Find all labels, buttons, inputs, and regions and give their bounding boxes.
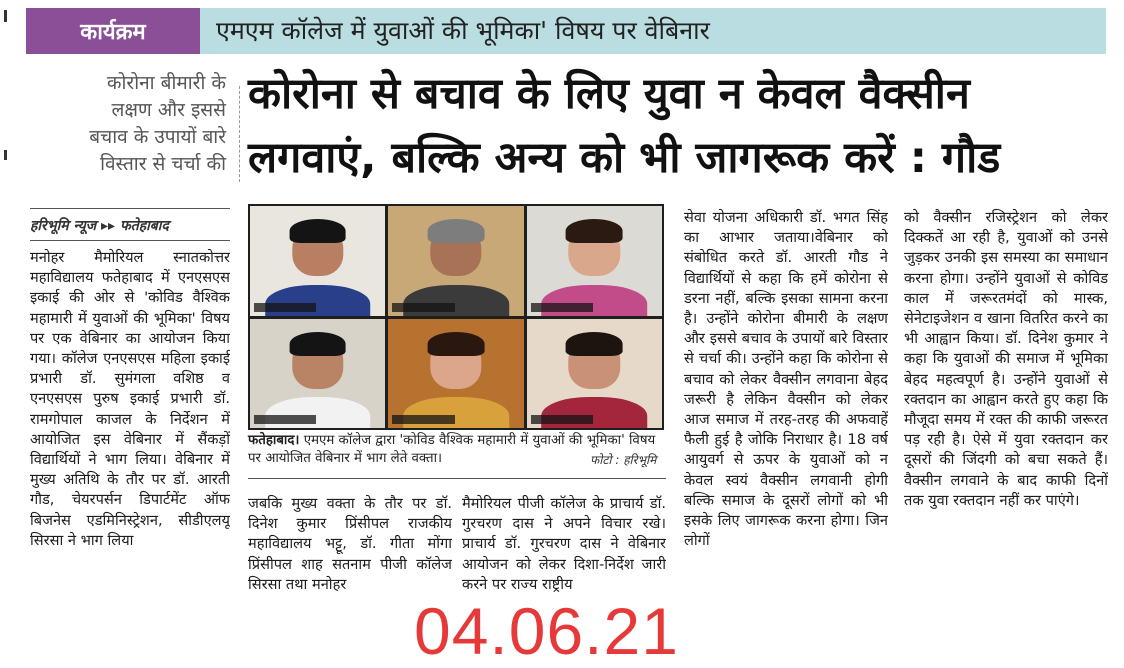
deck-line: कोरोना बीमारी के: [106, 72, 226, 94]
caption-text: एमएम कॉलेज द्वारा 'कोविड वैश्विक महामारी में युवाओं की भूमिका' विषय पर आयोजित वेबिनार में भाग लेते वक्ता।: [248, 433, 656, 466]
section-title: एमएम कॉलेज में युवाओं की भूमिका' विषय पर वेबिनार: [216, 16, 710, 45]
deck-line: बचाव के उपायों बारे: [89, 126, 226, 148]
participant-tile: [527, 319, 662, 429]
edge-mark: [4, 10, 7, 22]
deck-text: [30, 70, 226, 178]
participant-tile: [250, 319, 385, 429]
date-stamp: 04.06.21: [414, 594, 679, 668]
webinar-photo: [248, 204, 664, 430]
byline: हरिभूमि न्यूज ▸▸ फतेहाबाद: [30, 218, 169, 234]
article-column-2: जबकि मुख्य वक्ता के तौर पर डॉ. दिनेश कुमार प्रिंसीपल राजकीय महाविद्यालय भट्टू, डॉ. गीता मोंगा प्रिंसीपल शाह सतनाम पीजी कॉलेज सिरसा तथा मनोहर: [248, 495, 452, 593]
photo-grid: [250, 206, 662, 428]
headline-line: कोरोना से बचाव के लिए युवा न केवल वैक्सीन: [248, 69, 970, 119]
byline-rule-bottom: [30, 240, 230, 241]
article-column-1: मनोहर मैमोरियल स्नातकोत्तर महाविद्यालय फतेहाबाद में एनएसएस इकाई की ओर से 'कोविड वैश्विक महामारी में युवाओं की भूमिका' विषय पर एक वेबिनार का आयोजन किया गया। कॉलेज एनएसएस महिला इकाई प्रभारी डॉ. सुमंगला वशिष्ठ व एनएसएस पुरुष इकाई प्रभारी डॉ. रामगोपाल काजल के निर्देशन में आयोजित इस वेबिनार में सैंकड़ों विद्यार्थियों ने भाग लिया। वेबिनार में मुख्य अतिथि के तौर पर डॉ. आरती गौड, चेयरपर्सन डिपार्टमेंट ऑफ बिजनेस एडमिनिस्ट्रेशन, सीडीएलयू सिरसा ने भाग लिया: [30, 249, 230, 549]
section-tag: कार्यक्रम: [26, 8, 200, 54]
caption-rule: [248, 478, 666, 479]
section-header-band: [26, 8, 1106, 54]
edge-mark: [4, 150, 7, 160]
participant-tile: [250, 206, 385, 316]
deck-line: विस्तार से चर्चा की: [100, 153, 226, 175]
photo-credit: फोटो : हरिभूमि: [590, 453, 657, 467]
deck-divider: [230, 86, 240, 182]
byline-rule-top: [30, 208, 230, 209]
participant-tile: [527, 206, 662, 316]
article-column-5: को वैक्सीन रजिस्ट्रेशन को लेकर दिक्कतें आ रही है, युवाओं को उनसे जुड़कर उनकी इस समस्या का समाधान करना होगा। उन्होंने युवाओं से कोविड काल में जरूरतमंदों को मास्क, सेनेटाइजेशन व खाना वितरित करने का भी आह्वान किया। डॉ. दिनेश कुमार ने कहा कि युवाओं की समाज में भूमिका बेहद महत्वपूर्ण है। उन्होंने युवाओं से रक्तदान का आह्वान करते हुए कहा कि मौजूदा समय में रक्त की काफी जरूरत पड़ रही है। ऐसे में युवा रक्तदान कर दूसरों की जिंदगी को बचा सकते हैं। वैक्सीन लगवाने के बाद काफी दिनों तक युवा रक्तदान नहीं कर पाएंगे।: [904, 209, 1108, 509]
headline-line: लगवाएं, बल्कि अन्य को भी जागरूक करें : गौड: [248, 133, 1001, 183]
headline: [248, 62, 1114, 190]
deck-line: लक्षण और इससे: [111, 99, 226, 121]
participant-tile: [388, 206, 523, 316]
participant-tile: [388, 319, 523, 429]
article-column-3: मैमोरियल पीजी कॉलेज के प्राचार्य डॉ. गुरचरण दास ने अपने विचार रखे। प्राचार्य डॉ. गुरचरण दास ने वेबिनार आयोजन को लेकर दिशा-निर्देश जारी करने पर राज्य राष्ट्रीय: [462, 495, 666, 593]
caption-place: फतेहाबाद।: [248, 433, 300, 448]
article-column-4: सेवा योजना अधिकारी डॉ. भगत सिंह का आभार जताया।वेबिनार को संबोधित करते डॉ. आरती गौड ने विद्यार्थियों से कहा कि हमें कोरोना से डरना नहीं, बल्कि इसका सामना करना है। उन्होंने कोरोना बीमारी के लक्षण और इससे बचाव के उपायों बारे विस्तार से चर्चा की। उन्होंने कहा कि कोरोना से बचाव को लेकर वैक्सीन लगवाना बेहद जरूरी है लेकिन वैक्सीन को लेकर आज समाज में तरह-तरह की अफवाहें फैली हुई है जोकि निराधार है। 18 वर्ष आयुवर्ग से ऊपर के युवाओं को न केवल स्वयं वैक्सीन लगवानी होगी बल्कि समाज के दूसरों लोगों को भी इसके लिए जागरूक करना होगा। जिन लोगों: [684, 209, 888, 550]
